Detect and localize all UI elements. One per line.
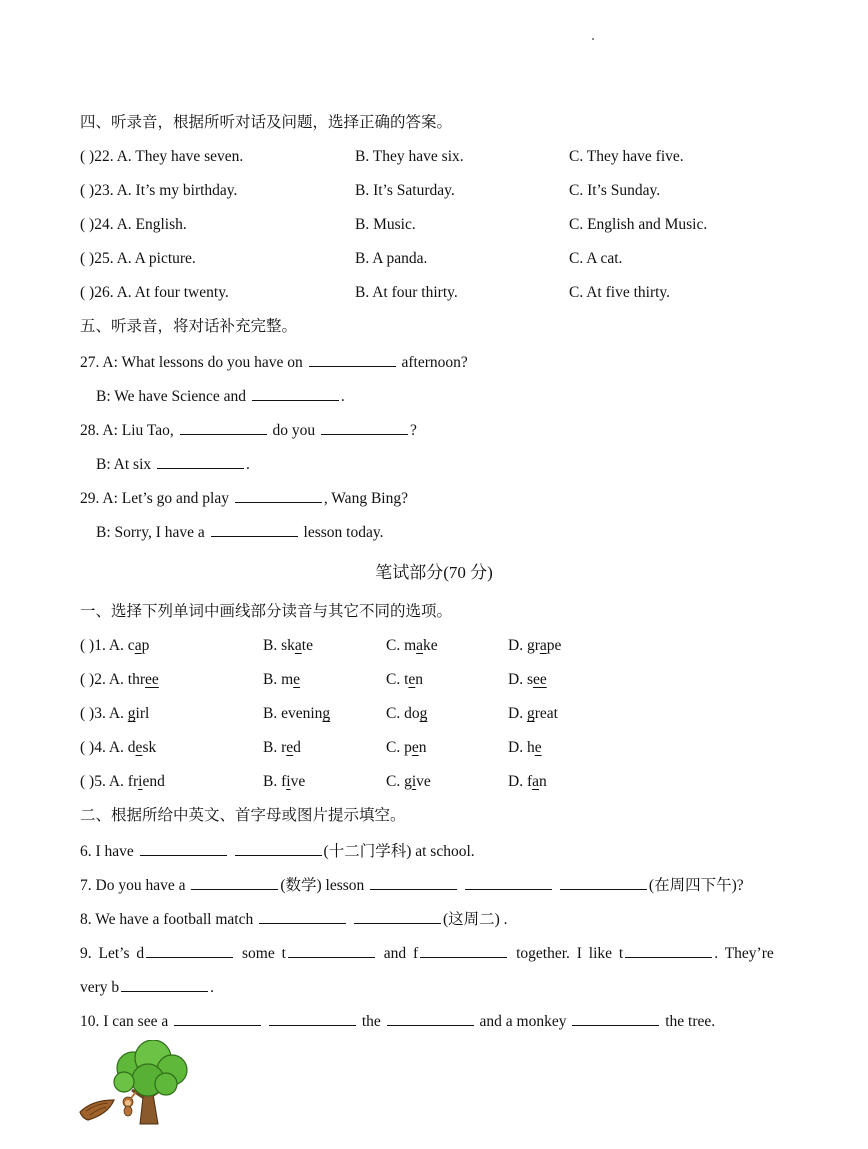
- underlined-letters: a: [416, 637, 424, 654]
- option-d: [508, 772, 547, 792]
- text: D. h: [508, 739, 535, 756]
- text: C. p: [386, 739, 412, 756]
- option-a: ( )24. A. English.: [80, 216, 187, 233]
- underlined-letters: e: [135, 739, 143, 756]
- phonics-row-2: [80, 670, 159, 690]
- text: 7. Do you have a: [80, 877, 186, 894]
- option-c: [386, 704, 427, 724]
- monkey-icon: [123, 1092, 136, 1116]
- section-i-heading: 一、选择下列单词中画线部分读音与其它不同的选项。: [80, 603, 453, 620]
- phonics-row-5: [80, 772, 165, 792]
- question-6: [80, 841, 475, 861]
- underlined-letters: a: [532, 773, 539, 790]
- underlined-letters: g: [419, 705, 428, 722]
- question-29-a: [80, 488, 408, 508]
- answer-blank[interactable]: [235, 841, 322, 856]
- text: ?: [410, 422, 417, 439]
- text: C. m: [386, 637, 417, 654]
- text: 27. A: What lessons do you have on: [80, 354, 303, 371]
- option-b: B. A panda.: [355, 250, 428, 267]
- question-9-cont: [80, 977, 214, 997]
- option-b: B. It’s Saturday.: [355, 182, 455, 199]
- underlined-letters: g: [127, 705, 136, 722]
- text: ( )2. A.: [80, 671, 128, 688]
- text: ke: [423, 637, 438, 654]
- text: c: [127, 637, 135, 654]
- text: do you: [272, 422, 316, 439]
- answer-blank[interactable]: [157, 454, 244, 469]
- underlined-letters: i: [286, 773, 291, 790]
- text: pe: [546, 637, 562, 654]
- text: B. m: [263, 671, 294, 688]
- text: d: [293, 739, 301, 756]
- answer-blank[interactable]: [140, 841, 227, 856]
- answer-blank[interactable]: [174, 1011, 261, 1026]
- underlined-letters: e: [411, 739, 419, 756]
- underlined-letters: ee: [532, 671, 547, 688]
- question-9: [80, 943, 774, 963]
- text: ( )1. A.: [80, 637, 128, 654]
- text: afternoon?: [401, 354, 468, 371]
- question-24: [80, 215, 187, 235]
- text: te: [301, 637, 313, 654]
- answer-blank[interactable]: [370, 875, 457, 890]
- underlined-letters: e: [286, 739, 294, 756]
- answer-blank[interactable]: [625, 943, 712, 958]
- text: together. I like t: [516, 945, 624, 962]
- text: sk: [142, 739, 157, 756]
- text: n: [415, 671, 424, 688]
- text: B. r: [263, 739, 287, 756]
- option-a: ( )25. A. A picture.: [80, 250, 196, 267]
- written-part-title: 笔试部分(70 分): [375, 563, 493, 582]
- text: B. sk: [263, 637, 295, 654]
- underlined-letters: e: [534, 739, 542, 756]
- text: .: [246, 456, 250, 473]
- underlined-letters: a: [134, 637, 142, 654]
- question-23: [80, 181, 237, 201]
- question-27-a: [80, 352, 468, 372]
- tree-boat-monkey-illustration: [78, 1040, 193, 1128]
- option-b: [263, 772, 305, 792]
- text: C. g: [386, 773, 412, 790]
- underlined-letters: g: [526, 705, 535, 722]
- phonics-row-1: [80, 636, 149, 656]
- text: D.: [508, 705, 527, 722]
- text: B: At six: [96, 456, 152, 473]
- option-c: [386, 738, 426, 758]
- text: .: [210, 979, 215, 996]
- answer-blank[interactable]: [259, 909, 346, 924]
- question-7: [80, 875, 744, 895]
- option-b: [263, 670, 300, 690]
- question-29-b: [96, 522, 383, 542]
- option-c: C. It’s Sunday.: [569, 182, 661, 199]
- question-28-b: [96, 454, 250, 474]
- answer-blank[interactable]: [321, 420, 408, 435]
- answer-blank[interactable]: [269, 1011, 356, 1026]
- text: (在周四下午)?: [648, 877, 744, 894]
- option-b: [263, 738, 301, 758]
- text: (十二门学科) at school.: [323, 843, 475, 860]
- text: the tree.: [665, 1013, 716, 1030]
- option-c: [386, 636, 438, 656]
- text: ( )5. A.: [80, 773, 128, 790]
- option-a: ( )23. A. It’s my birthday.: [80, 182, 238, 199]
- text: irl: [135, 705, 150, 722]
- option-b: B. They have six.: [355, 148, 464, 165]
- text: p: [141, 637, 150, 654]
- text: ( )3. A.: [80, 705, 128, 722]
- section-4-heading: 四、听录音，根据所听对话及问题，选择正确的答案。: [80, 114, 453, 131]
- option-d: [508, 636, 561, 656]
- text: .: [340, 388, 345, 405]
- text: and a monkey: [479, 1013, 567, 1030]
- underlined-letters: a: [294, 637, 302, 654]
- text: B: Sorry, I have a: [96, 524, 205, 541]
- text: 10. I can see a: [80, 1013, 169, 1030]
- text: d: [127, 739, 136, 756]
- text: D. f: [508, 773, 533, 790]
- answer-blank[interactable]: [560, 875, 647, 890]
- answer-blank[interactable]: [354, 909, 441, 924]
- underlined-letters: g: [322, 705, 331, 722]
- answer-blank[interactable]: [387, 1011, 474, 1026]
- text: 8. We have a football match: [80, 911, 254, 928]
- answer-blank[interactable]: [180, 420, 267, 435]
- text: n: [418, 739, 427, 756]
- text: D. s: [508, 671, 533, 688]
- text: ve: [416, 773, 431, 790]
- speck: [592, 38, 594, 40]
- option-d: [508, 704, 558, 724]
- text: very b: [80, 979, 120, 996]
- answer-blank[interactable]: [235, 488, 322, 503]
- text: fr: [127, 773, 139, 790]
- boat-icon: [80, 1100, 114, 1120]
- answer-blank[interactable]: [211, 522, 298, 537]
- answer-blank[interactable]: [309, 352, 396, 367]
- option-c: C. English and Music.: [569, 216, 708, 233]
- underlined-letters: i: [138, 773, 143, 790]
- section-ii-heading: 二、根据所给中英文、首字母或图片提示填空。: [80, 807, 406, 824]
- text: end: [142, 773, 165, 790]
- option-b: [263, 636, 313, 656]
- phonics-row-3: [80, 704, 149, 724]
- option-a: ( )26. A. At four twenty.: [80, 284, 229, 301]
- option-c: C. At five thirty.: [569, 284, 671, 301]
- question-8: [80, 909, 508, 929]
- option-c: [386, 772, 431, 792]
- option-d: [508, 670, 547, 690]
- text: and f: [383, 945, 419, 962]
- text: the: [361, 1013, 381, 1030]
- text: C. do: [386, 705, 420, 722]
- text: reat: [534, 705, 558, 722]
- text: thr: [127, 671, 146, 688]
- option-b: [263, 704, 330, 724]
- question-27-b: [96, 386, 345, 406]
- underlined-letters: e: [408, 671, 416, 688]
- option-c: C. A cat.: [569, 250, 623, 267]
- answer-blank[interactable]: [121, 977, 208, 992]
- option-a: ( )22. A. They have seven.: [80, 148, 244, 165]
- answer-blank[interactable]: [146, 943, 233, 958]
- option-d: [508, 738, 542, 758]
- question-25: [80, 249, 196, 269]
- answer-blank[interactable]: [288, 943, 375, 958]
- text: , Wang Bing?: [323, 490, 408, 507]
- text: (数学) lesson: [280, 877, 365, 894]
- text: 9. Let’s d: [80, 945, 145, 962]
- underlined-letters: i: [411, 773, 417, 790]
- text: ve: [290, 773, 306, 790]
- question-28-a: [80, 420, 417, 440]
- phonics-row-4: [80, 738, 156, 758]
- underlined-letters: ee: [145, 671, 159, 688]
- answer-blank[interactable]: [252, 386, 339, 401]
- question-26: [80, 283, 229, 303]
- option-c: C. They have five.: [569, 148, 684, 165]
- answer-blank[interactable]: [465, 875, 552, 890]
- text: lesson today.: [303, 524, 384, 541]
- answer-blank[interactable]: [420, 943, 507, 958]
- text: B. f: [263, 773, 287, 790]
- text: B. evenin: [263, 705, 323, 722]
- text: 29. A: Let’s go and play: [80, 490, 229, 507]
- text: some t: [242, 945, 286, 962]
- text: B: We have Science and: [96, 388, 246, 405]
- text: C. t: [386, 671, 409, 688]
- underlined-letters: e: [293, 671, 301, 688]
- text: n: [539, 773, 547, 790]
- text: 28. A: Liu Tao,: [80, 422, 174, 439]
- answer-blank[interactable]: [572, 1011, 659, 1026]
- text: (这周二) .: [442, 911, 508, 928]
- section-5-heading: 五、听录音，将对话补充完整。: [80, 318, 298, 335]
- underlined-letters: a: [539, 637, 547, 654]
- answer-blank[interactable]: [191, 875, 278, 890]
- text: D. gr: [508, 637, 540, 654]
- question-10: [80, 1011, 715, 1031]
- option-b: B. At four thirty.: [355, 284, 458, 301]
- text: 6. I have: [80, 843, 134, 860]
- text: . They’re: [714, 945, 774, 962]
- text: ( )4. A.: [80, 739, 128, 756]
- option-b: B. Music.: [355, 216, 416, 233]
- question-22: [80, 147, 243, 167]
- option-c: [386, 670, 423, 690]
